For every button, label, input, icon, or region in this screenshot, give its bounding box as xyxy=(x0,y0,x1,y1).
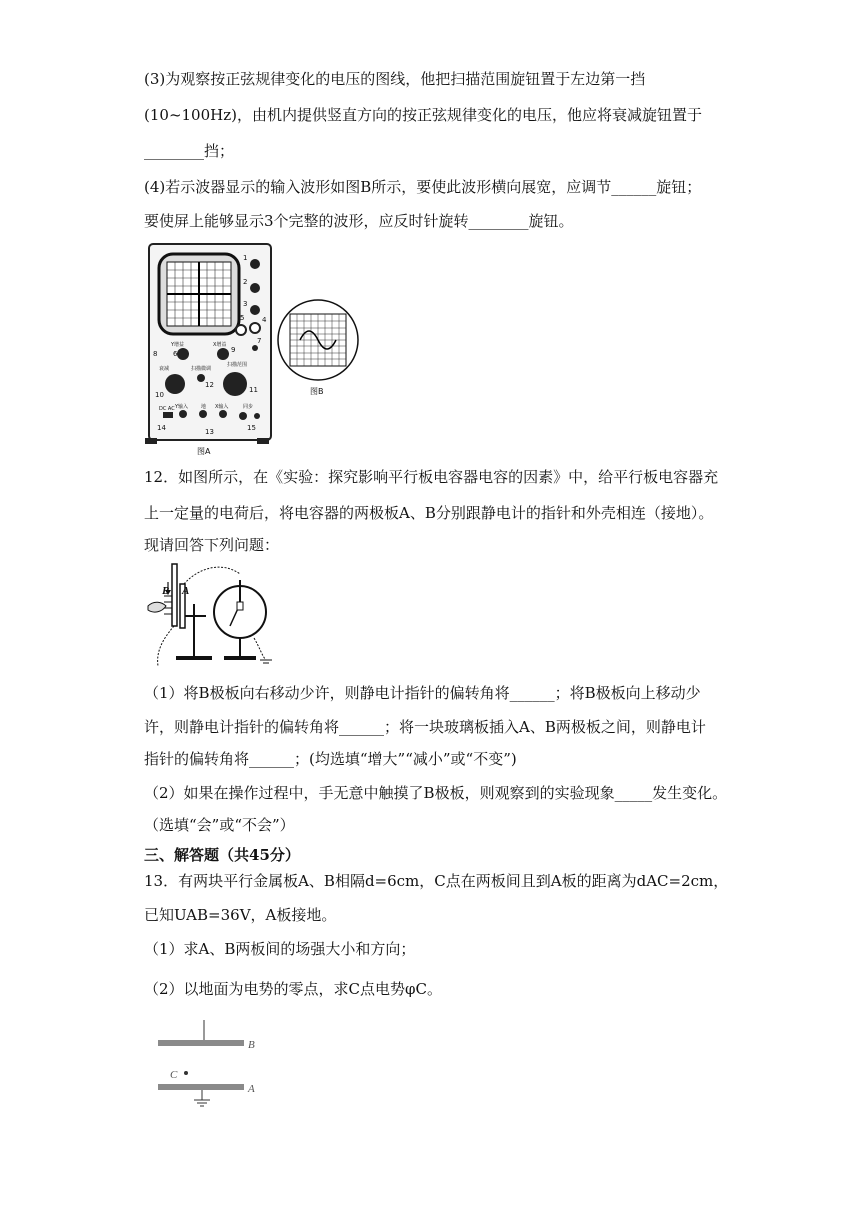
q13-line1: 13．有两块平行金属板A、B相隔d=6cm，C点在两板间且到A板的距离为dAC=2cm， xyxy=(144,872,729,890)
knob-label-2: 2 xyxy=(243,278,248,286)
knob-label-1: 1 xyxy=(243,254,248,262)
section-3-title: 三、解答题（共45分） xyxy=(144,846,300,864)
label-dcac: DC AC xyxy=(159,406,175,412)
knob-label-14: 14 xyxy=(157,424,166,432)
q11-part4-line2: 要使屏上能够显示3个完整的波形，应反时针旋转________旋钮。 xyxy=(144,212,574,230)
q11-part3-line3: ________挡； xyxy=(144,142,235,160)
knob-label-9: 9 xyxy=(231,346,236,354)
plate-a-label: A xyxy=(182,585,190,597)
capacitor-electrometer-figure xyxy=(144,560,280,670)
knob-label-3: 3 xyxy=(243,300,248,308)
knob-label-8: 8 xyxy=(153,350,158,358)
figure-a-caption: 图A xyxy=(197,447,211,456)
q12-sub2-line1: （2）如果在操作过程中，手无意中触摸了B极板，则观察到的实验现象_____发生变化。 xyxy=(144,784,728,802)
knob-label-11: 11 xyxy=(249,386,258,394)
knob-label-10: 10 xyxy=(155,391,164,399)
plate-a-label: A xyxy=(248,1083,255,1095)
plate-b-label: B xyxy=(162,585,170,597)
label-scan-range: 扫描范围 xyxy=(227,362,248,368)
knob-label-12: 12 xyxy=(205,381,214,389)
label-y-gain: Y增益 xyxy=(171,342,185,348)
point-c-label: C xyxy=(170,1069,178,1081)
label-y-input: Y输入 xyxy=(175,404,189,410)
q12-intro-line1: 12．如图所示，在《实验：探究影响平行板电容器电容的因素》中，给平行板电容器充 xyxy=(144,468,719,486)
knob-label-5: 5 xyxy=(240,314,245,322)
label-attenuation: 衰减 xyxy=(159,366,170,372)
waveform-figure-b xyxy=(276,298,360,398)
label-ground: 地 xyxy=(201,404,207,410)
plate-b-label: B xyxy=(248,1039,255,1051)
knob-label-15: 15 xyxy=(247,424,256,432)
q13-sub2: （2）以地面为电势的零点，求C点电势φC。 xyxy=(144,980,443,998)
q11-part4-line1: (4)若示波器显示的输入波形如图B所示，要使此波形横向展宽，应调节______旋钮； xyxy=(144,178,702,196)
q11-part3-line1: (3)为观察按正弦规律变化的电压的图线，他把扫描范围旋钮置于左边第一挡 xyxy=(144,70,646,88)
label-sync: 同步 xyxy=(243,404,254,410)
q12-intro-line3: 现请回答下列问题： xyxy=(144,536,280,554)
label-scan-fine: 扫描微调 xyxy=(191,366,212,372)
label-x-gain: X增益 xyxy=(213,342,227,348)
knob-label-4: 4 xyxy=(262,316,267,324)
q13-line2: 已知UAB=36V，A板接地。 xyxy=(144,906,337,924)
q12-sub1-line1: （1）将B极板向右移动少许，则静电计指针的偏转角将______；将B极板向上移动少 xyxy=(144,684,701,702)
knob-label-6: 6 xyxy=(173,350,178,358)
q12-sub1-line3: 指针的偏转角将______；(均选填“增大”“减小”或“不变”) xyxy=(144,750,517,768)
q11-part3-line2: (10~100Hz)，由机内提供竖直方向的按正弦规律变化的电压，他应将衰减旋钮置于 xyxy=(144,106,702,124)
figure-b-caption: 图B xyxy=(310,387,324,396)
q12-intro-line2: 上一定量的电荷后，将电容器的两极板A、B分别跟静电计的指针和外壳相连（接地）。 xyxy=(144,504,714,522)
q13-sub1: （1）求A、B两板间的场强大小和方向； xyxy=(144,940,416,958)
point-c-dot xyxy=(184,1071,188,1075)
oscilloscope-figure-a xyxy=(143,240,278,458)
label-x-input: X输入 xyxy=(215,404,229,410)
parallel-plates-figure xyxy=(156,1018,266,1114)
q12-sub1-line2: 许，则静电计指针的偏转角将______；将一块玻璃板插入A、B两极板之间，则静电计 xyxy=(144,718,706,736)
knob-label-13: 13 xyxy=(205,428,214,436)
q12-sub2-line2: （选填“会”或“不会”） xyxy=(144,816,295,834)
knob-label-7: 7 xyxy=(257,337,262,345)
